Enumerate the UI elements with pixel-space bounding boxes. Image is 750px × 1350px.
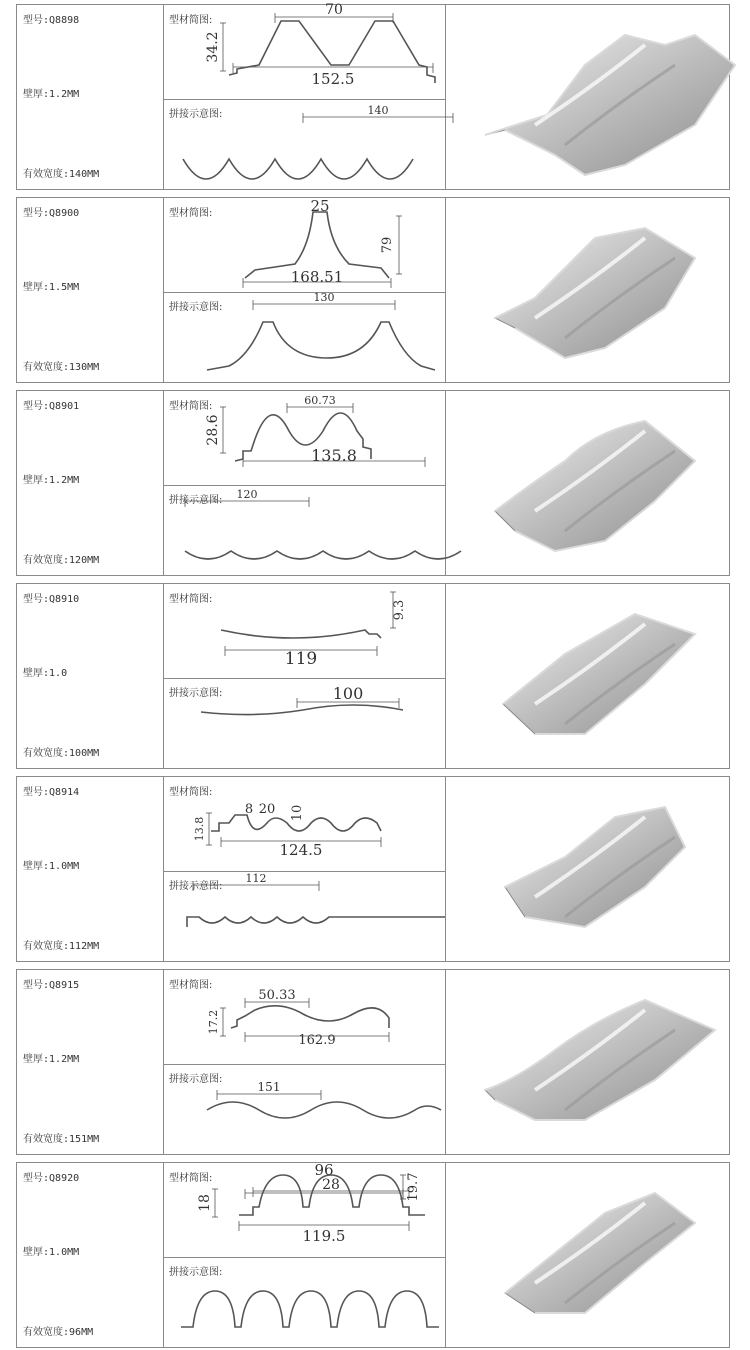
dimension-label: 19.7: [406, 1172, 421, 1202]
wall-thickness: [23, 1243, 79, 1258]
dimension-label: 120: [236, 488, 258, 501]
dimension-label: 13.8: [193, 816, 206, 842]
profile-drawing: [163, 198, 445, 292]
diagram-cell: [163, 2, 446, 189]
wall-thickness-value: 1.2MM: [49, 475, 80, 486]
profile-diagram: [163, 970, 445, 1065]
model-number: [23, 397, 79, 412]
product-photo-cell: [445, 777, 729, 961]
dimension-label: 152.5: [311, 70, 355, 88]
dimension-label: 168.51: [290, 268, 344, 286]
dimension-label: 151: [257, 1080, 281, 1094]
effective-width-value: 96MM: [69, 1327, 94, 1338]
product-photo-svg: [445, 5, 729, 191]
dimension-label: 70: [325, 2, 343, 18]
effective-width-label: 有效宽度:: [23, 1134, 70, 1145]
joint-drawing: [163, 1257, 445, 1349]
profile-diagram-title: 型材简图:: [169, 401, 213, 412]
wall-thickness: [23, 1050, 79, 1065]
dimension-label: 10: [290, 804, 305, 822]
joint-diagram-title: 拼接示意图:: [169, 302, 223, 313]
wall-thickness-label: 壁厚:: [23, 89, 50, 100]
diagram-cell: [163, 198, 446, 382]
model-number-label: 型号:: [23, 1173, 50, 1184]
joint-diagram-title: 拼接示意图:: [169, 688, 223, 699]
product-photo: [505, 1193, 695, 1313]
profile-outline: [201, 705, 403, 715]
dimension-label: 28: [322, 1177, 340, 1193]
wall-thickness-value: 1.0: [49, 668, 68, 679]
model-number: [23, 11, 79, 26]
model-number-label: 型号:: [23, 208, 50, 219]
wall-thickness: [23, 278, 79, 293]
model-number: [23, 976, 79, 991]
wall-thickness-label: 壁厚:: [23, 1054, 50, 1065]
effective-width-value: 112MM: [69, 941, 100, 952]
dimension-label: 124.5: [279, 841, 323, 859]
product-row-q8920: [16, 1162, 730, 1348]
profile-diagram: [163, 584, 445, 679]
effective-width: [23, 358, 99, 373]
profile-outline: [221, 630, 381, 638]
model-number-value: Q8901: [49, 401, 80, 412]
dimension-label: 96: [314, 1161, 334, 1179]
effective-width-value: 130MM: [69, 362, 100, 373]
model-number-value: Q8914: [49, 787, 80, 798]
joint-diagram: [163, 485, 445, 577]
dimension-label: 34.2: [205, 31, 221, 63]
profile-outline: [207, 322, 435, 370]
joint-diagram: [163, 871, 445, 963]
profile-drawing: [163, 777, 445, 871]
joint-diagram-title: 拼接示意图:: [169, 1267, 223, 1278]
joint-diagram: [163, 99, 445, 191]
wall-thickness-value: 1.0MM: [49, 1247, 80, 1258]
wall-thickness-value: 1.2MM: [49, 89, 80, 100]
model-number-value: Q8900: [49, 208, 80, 219]
product-photo-svg: [445, 584, 729, 770]
product-row-q8914: [16, 776, 730, 962]
model-number: [23, 783, 79, 798]
dimension-label: 162.9: [298, 1033, 336, 1048]
dimension-label: 20: [258, 802, 276, 817]
profile-diagram-title: 型材简图:: [169, 208, 213, 219]
product-info-cell: [17, 1163, 164, 1347]
dimension-label: 17.2: [207, 1009, 220, 1035]
product-photo-cell: [445, 584, 729, 768]
joint-drawing: [163, 485, 445, 577]
product-photo-cell: [445, 970, 729, 1154]
profile-diagram-title: 型材简图:: [169, 1173, 213, 1184]
profile-outline: [231, 1006, 389, 1028]
model-number-value: Q8915: [49, 980, 80, 991]
effective-width-label: 有效宽度:: [23, 748, 70, 759]
wall-thickness: [23, 664, 67, 679]
profile-outline: [181, 1291, 439, 1327]
joint-drawing: [163, 1064, 445, 1156]
joint-diagram: [163, 678, 445, 770]
wall-thickness-value: 1.2MM: [49, 1054, 80, 1065]
product-info-cell: [17, 970, 164, 1154]
diagram-cell: [163, 1163, 446, 1347]
model-number-value: Q8898: [49, 15, 80, 26]
product-row-q8900: [16, 197, 730, 383]
profile-diagram: [163, 2, 445, 100]
profile-drawing: [163, 584, 445, 678]
product-row-q8910: [16, 583, 730, 769]
product-photo-cell: [445, 391, 729, 575]
joint-drawing: [163, 678, 445, 770]
dimension-label: 28.6: [205, 414, 221, 446]
dimension-label: 9.3: [392, 599, 407, 621]
profile-diagram-title: 型材简图:: [169, 15, 213, 26]
dimension-label: 130: [313, 291, 335, 304]
diagram-cell: [163, 584, 446, 768]
model-number-value: Q8920: [49, 1173, 80, 1184]
joint-diagram: [163, 1257, 445, 1349]
dimension-label: 50.33: [258, 988, 296, 1003]
model-number-label: 型号:: [23, 594, 50, 605]
joint-diagram: [163, 292, 445, 384]
joint-diagram: [163, 1064, 445, 1156]
product-photo-svg: [445, 198, 729, 384]
product-photo-svg: [445, 970, 729, 1156]
dimension-label: 135.8: [311, 446, 357, 465]
joint-diagram-title: 拼接示意图:: [169, 109, 223, 120]
effective-width: [23, 165, 99, 180]
effective-width-value: 100MM: [69, 748, 100, 759]
wall-thickness: [23, 857, 79, 872]
product-photo-cell: [445, 5, 729, 189]
profile-drawing: [163, 970, 445, 1064]
product-info-cell: [17, 777, 164, 961]
product-photo-svg: [445, 391, 729, 577]
dimension-label: 140: [367, 104, 389, 117]
profile-diagram: [163, 777, 445, 872]
dimension-label: 112: [245, 872, 267, 885]
dimension-label: 100: [332, 684, 364, 703]
profile-outline: [183, 159, 413, 179]
wall-thickness-value: 1.0MM: [49, 861, 80, 872]
profile-diagram-title: 型材简图:: [169, 787, 213, 798]
joint-diagram-title: 拼接示意图:: [169, 881, 223, 892]
dimension-label: 60.73: [304, 394, 336, 407]
effective-width-label: 有效宽度:: [23, 169, 70, 180]
model-number-label: 型号:: [23, 15, 50, 26]
product-photo: [485, 1000, 715, 1120]
product-photo-svg: [445, 777, 729, 963]
product-photo: [503, 614, 695, 734]
joint-diagram-title: 拼接示意图:: [169, 1074, 223, 1085]
profile-diagram-title: 型材简图:: [169, 594, 213, 605]
wall-thickness-label: 壁厚:: [23, 475, 50, 486]
dimension-label: 25: [310, 197, 330, 215]
dimension-label: 8: [244, 802, 254, 817]
product-photo: [495, 228, 695, 358]
wall-thickness-value: 1.5MM: [49, 282, 80, 293]
wall-thickness-label: 壁厚:: [23, 668, 50, 679]
product-info-cell: [17, 391, 164, 575]
effective-width-value: 140MM: [69, 169, 100, 180]
model-number: [23, 590, 79, 605]
dimension-label: 79: [380, 236, 395, 254]
profile-drawing: [163, 391, 445, 485]
product-info-cell: [17, 198, 164, 382]
joint-drawing: [163, 292, 445, 384]
product-photo: [495, 421, 695, 551]
profile-outline: [185, 551, 461, 559]
joint-diagram-title: 拼接示意图:: [169, 495, 223, 506]
model-number-label: 型号:: [23, 980, 50, 991]
profile-outline: [207, 1102, 441, 1118]
effective-width-label: 有效宽度:: [23, 941, 70, 952]
product-row-q8898: [16, 4, 730, 190]
profile-diagram-title: 型材简图:: [169, 980, 213, 991]
product-info-cell: [17, 584, 164, 768]
profile-diagram: [163, 391, 445, 486]
product-photo-svg: [445, 1163, 729, 1349]
effective-width: [23, 1130, 99, 1145]
product-row-q8915: [16, 969, 730, 1155]
dimension-label: 119: [284, 649, 318, 669]
product-row-q8901: [16, 390, 730, 576]
wall-thickness: [23, 85, 79, 100]
model-number: [23, 204, 79, 219]
effective-width-label: 有效宽度:: [23, 555, 70, 566]
wall-thickness-label: 壁厚:: [23, 861, 50, 872]
effective-width-label: 有效宽度:: [23, 1327, 70, 1338]
model-number-label: 型号:: [23, 787, 50, 798]
effective-width: [23, 551, 99, 566]
profile-outline: [187, 917, 445, 927]
effective-width-value: 151MM: [69, 1134, 100, 1145]
product-photo-cell: [445, 198, 729, 382]
diagram-cell: [163, 970, 446, 1154]
product-photo: [505, 807, 685, 927]
effective-width: [23, 937, 99, 952]
model-number: [23, 1169, 79, 1184]
profile-drawing: [163, 2, 445, 99]
product-photo: [485, 35, 735, 175]
effective-width: [23, 744, 99, 759]
product-photo-cell: [445, 1163, 729, 1347]
joint-drawing: [163, 99, 445, 191]
profile-diagram: [163, 1163, 445, 1258]
diagram-cell: [163, 391, 446, 575]
profile-drawing: [163, 1163, 445, 1257]
dimension-label: 18: [197, 1194, 213, 1212]
wall-thickness-label: 壁厚:: [23, 282, 50, 293]
effective-width-label: 有效宽度:: [23, 362, 70, 373]
effective-width: [23, 1323, 93, 1338]
product-info-cell: [17, 5, 164, 189]
wall-thickness: [23, 471, 79, 486]
joint-drawing: [163, 871, 445, 963]
model-number-label: 型号:: [23, 401, 50, 412]
profile-diagram: [163, 198, 445, 293]
diagram-cell: [163, 777, 446, 961]
dimension-label: 119.5: [302, 1227, 346, 1245]
wall-thickness-label: 壁厚:: [23, 1247, 50, 1258]
effective-width-value: 120MM: [69, 555, 100, 566]
model-number-value: Q8910: [49, 594, 80, 605]
